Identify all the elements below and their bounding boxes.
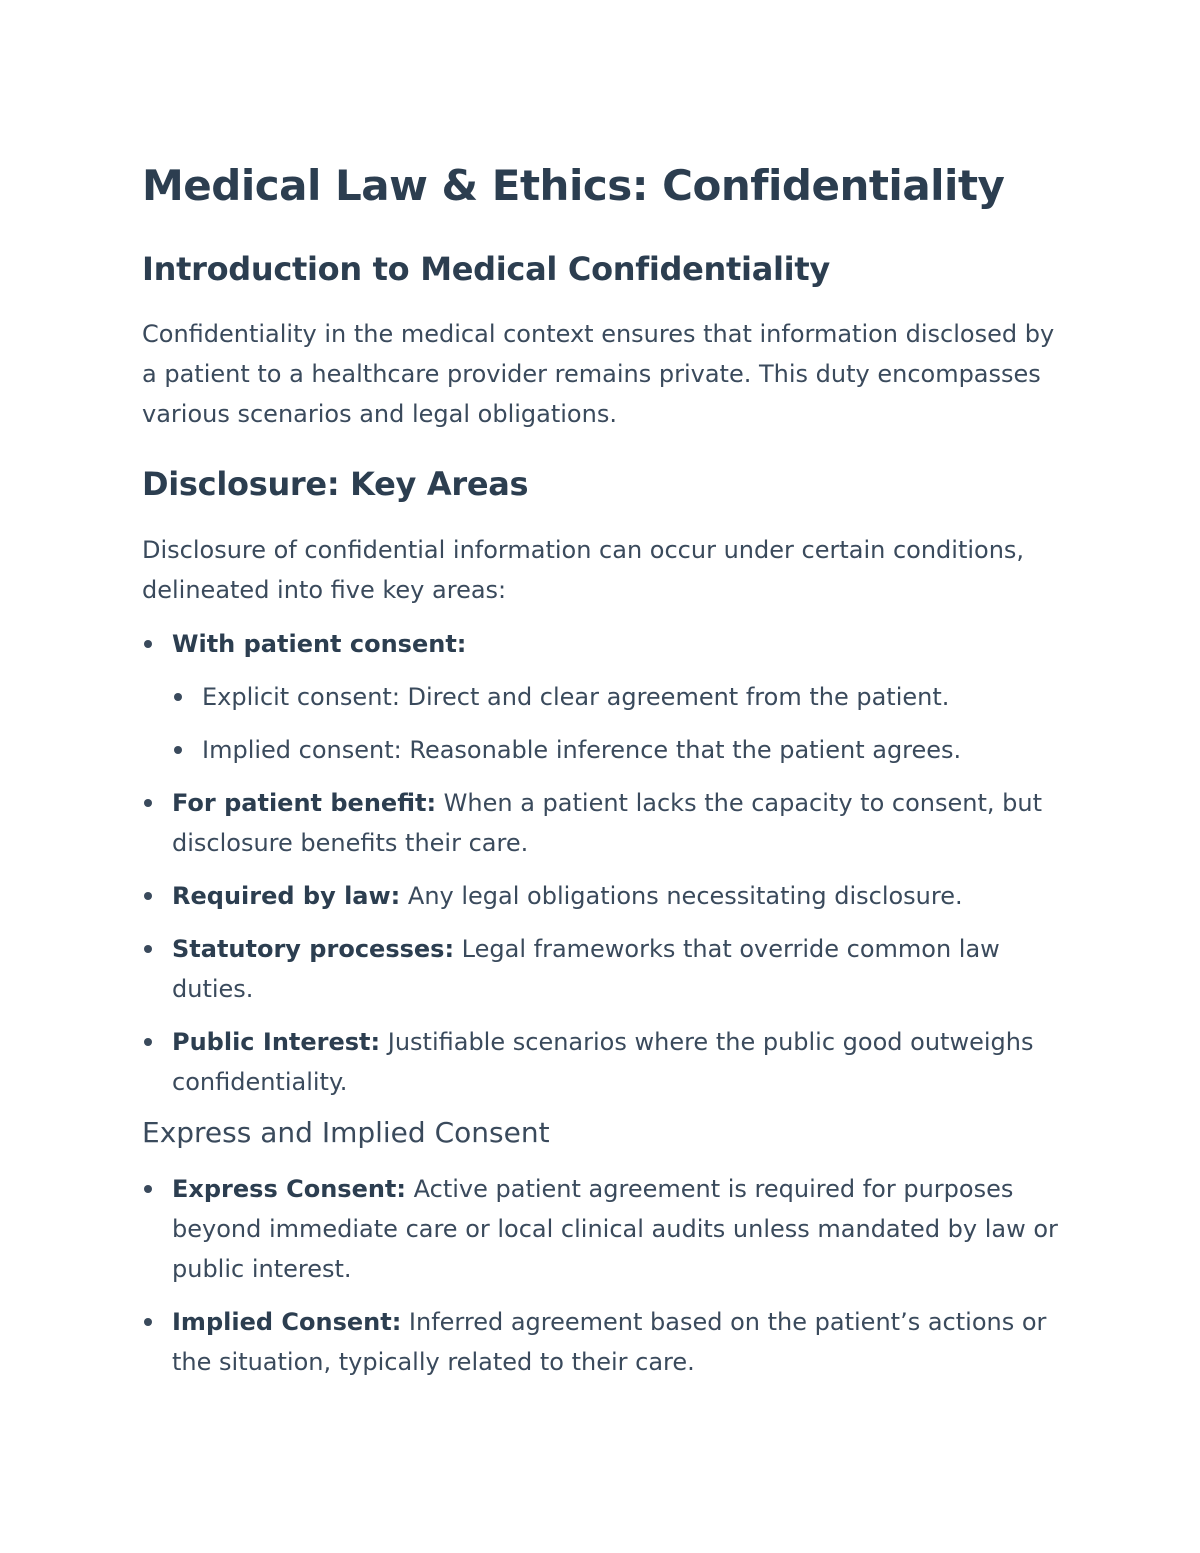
list-item-text: Legal frameworks that override common law duties. bbox=[172, 934, 1000, 1003]
intro-heading: Introduction to Medical Confidentiality bbox=[142, 249, 830, 288]
sublist-item-explicit-consent bbox=[172, 677, 1060, 717]
list-item-required-by-law bbox=[142, 876, 1060, 916]
disclosure-paragraph: Disclosure of confidential information can occur under certain conditions, delineated into five key areas: bbox=[142, 535, 1025, 604]
page-title: Medical Law & Ethics: Confidentiality bbox=[142, 161, 1005, 210]
list-item-implied-consent bbox=[142, 1302, 1060, 1382]
list-item-term: Statutory processes: bbox=[172, 934, 455, 963]
sublist-item-text: Explicit consent: Direct and clear agreement from the patient. bbox=[202, 682, 950, 711]
disclosure-list bbox=[142, 624, 1060, 1102]
list-item-term: With patient consent: bbox=[172, 629, 467, 658]
bullet-icon bbox=[174, 746, 182, 754]
list-item-text: Justifiable scenarios where the public good outweighs confidentiality. bbox=[172, 1027, 1034, 1096]
bullet-icon bbox=[144, 1318, 152, 1326]
list-item-text: Active patient agreement is required for purposes beyond immediate care or local clinical audits unless mandated by law or public interest. bbox=[172, 1175, 1058, 1284]
list-item-patient-benefit bbox=[142, 783, 1060, 863]
list-item-text: When a patient lacks the capacity to consent, but disclosure benefits their care. bbox=[172, 788, 1042, 857]
express-implied-list bbox=[142, 1169, 1060, 1382]
list-item-text: Any legal obligations necessitating disclosure. bbox=[400, 881, 963, 910]
intro-paragraph: Confidentiality in the medical context ensures that information disclosed by a patient to a healthcare provider remains private. This duty encompasses various scenarios and legal obligations. bbox=[142, 320, 1055, 429]
list-item-term: Public Interest: bbox=[172, 1027, 381, 1056]
bullet-icon bbox=[144, 892, 152, 900]
consent-sublist bbox=[172, 677, 1060, 770]
list-item-term: Express Consent: bbox=[172, 1175, 406, 1204]
sublist-item-text: Implied consent: Reasonable inference that the patient agrees. bbox=[202, 735, 962, 764]
bullet-icon bbox=[174, 693, 182, 701]
disclosure-heading: Disclosure: Key Areas bbox=[142, 465, 529, 504]
list-item-patient-consent bbox=[142, 624, 1060, 770]
bullet-icon bbox=[144, 799, 152, 807]
list-item-statutory-processes bbox=[142, 929, 1060, 1009]
list-item-text: Inferred agreement based on the patient’s actions or the situation, typically related to their care. bbox=[172, 1308, 1047, 1377]
list-item-express-consent bbox=[142, 1169, 1060, 1289]
bullet-icon bbox=[144, 640, 152, 648]
list-item-term: Implied Consent: bbox=[172, 1308, 402, 1337]
bullet-icon bbox=[144, 945, 152, 953]
list-item-term: Required by law: bbox=[172, 881, 401, 910]
sublist-item-implied-consent bbox=[172, 730, 1060, 770]
list-item-term: For patient benefit: bbox=[172, 788, 437, 817]
express-implied-heading: Express and Implied Consent bbox=[142, 1115, 550, 1149]
bullet-icon bbox=[144, 1038, 152, 1046]
bullet-icon bbox=[144, 1185, 152, 1193]
list-item-public-interest bbox=[142, 1022, 1060, 1102]
